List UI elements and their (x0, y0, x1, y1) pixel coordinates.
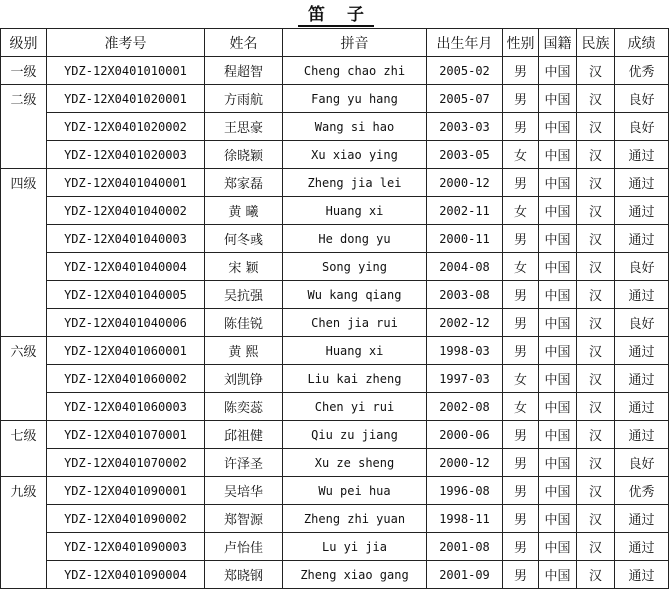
cell-gender: 男 (503, 505, 539, 533)
cell-name: 郑家磊 (205, 169, 283, 197)
cell-id: YDZ-12X0401090001 (47, 477, 205, 505)
cell-id: YDZ-12X0401060001 (47, 337, 205, 365)
cell-gender: 男 (503, 169, 539, 197)
cell-ethnic: 汉 (577, 449, 615, 477)
cell-grade: 通过 (615, 505, 669, 533)
cell-id: YDZ-12X0401070001 (47, 421, 205, 449)
table-row (1, 505, 669, 533)
cell-level (1, 281, 47, 309)
cell-ethnic: 汉 (577, 533, 615, 561)
cell-birth: 2001-08 (427, 533, 503, 561)
cell-gender: 男 (503, 337, 539, 365)
cell-level (1, 393, 47, 421)
cell-ethnic: 汉 (577, 505, 615, 533)
cell-pinyin: Liu kai zheng (283, 365, 427, 393)
cell-gender: 男 (503, 561, 539, 589)
table-row (1, 253, 669, 281)
cell-id: YDZ-12X0401090004 (47, 561, 205, 589)
cell-gender: 女 (503, 365, 539, 393)
cell-ethnic: 汉 (577, 309, 615, 337)
cell-id: YDZ-12X0401040001 (47, 169, 205, 197)
cell-birth: 2002-08 (427, 393, 503, 421)
header-ethnic: 民族 (577, 29, 615, 57)
cell-pinyin: Wu kang qiang (283, 281, 427, 309)
cell-name: 徐晓颖 (205, 141, 283, 169)
cell-level (1, 225, 47, 253)
cell-level (1, 533, 47, 561)
cell-nation: 中国 (539, 421, 577, 449)
cell-birth: 2002-11 (427, 197, 503, 225)
table-row (1, 421, 669, 449)
cell-level (1, 365, 47, 393)
header-name: 姓名 (205, 29, 283, 57)
cell-pinyin: Zheng jia lei (283, 169, 427, 197)
table-row (1, 477, 669, 505)
cell-gender: 男 (503, 477, 539, 505)
cell-gender: 男 (503, 421, 539, 449)
table-row (1, 561, 669, 589)
cell-birth: 2005-07 (427, 85, 503, 113)
cell-name: 卢怡佳 (205, 533, 283, 561)
cell-name: 黄 熙 (205, 337, 283, 365)
cell-nation: 中国 (539, 533, 577, 561)
cell-nation: 中国 (539, 225, 577, 253)
cell-birth: 2003-03 (427, 113, 503, 141)
table-row (1, 197, 669, 225)
cell-level (1, 197, 47, 225)
cell-grade: 通过 (615, 281, 669, 309)
header-id: 准考号 (47, 29, 205, 57)
cell-grade: 优秀 (615, 57, 669, 85)
cell-gender: 女 (503, 393, 539, 421)
cell-pinyin: Huang xi (283, 197, 427, 225)
cell-ethnic: 汉 (577, 421, 615, 449)
cell-id: YDZ-12X0401070002 (47, 449, 205, 477)
cell-gender: 男 (503, 225, 539, 253)
cell-birth: 1998-11 (427, 505, 503, 533)
cell-birth: 2004-08 (427, 253, 503, 281)
cell-grade: 通过 (615, 533, 669, 561)
cell-level (1, 505, 47, 533)
cell-gender: 男 (503, 85, 539, 113)
cell-level (1, 253, 47, 281)
table-row (1, 393, 669, 421)
cell-id: YDZ-12X0401060003 (47, 393, 205, 421)
cell-nation: 中国 (539, 281, 577, 309)
cell-id: YDZ-12X0401060002 (47, 365, 205, 393)
cell-gender: 男 (503, 309, 539, 337)
cell-nation: 中国 (539, 85, 577, 113)
cell-name: 程超智 (205, 57, 283, 85)
cell-ethnic: 汉 (577, 57, 615, 85)
cell-nation: 中国 (539, 561, 577, 589)
cell-ethnic: 汉 (577, 169, 615, 197)
cell-level (1, 141, 47, 169)
cell-ethnic: 汉 (577, 281, 615, 309)
header-row (1, 29, 669, 57)
cell-ethnic: 汉 (577, 365, 615, 393)
cell-level: 四级 (1, 169, 47, 197)
cell-pinyin: Chen yi rui (283, 393, 427, 421)
cell-nation: 中国 (539, 141, 577, 169)
cell-birth: 2000-11 (427, 225, 503, 253)
cell-id: YDZ-12X0401020003 (47, 141, 205, 169)
cell-grade: 通过 (615, 365, 669, 393)
cell-id: YDZ-12X0401040003 (47, 225, 205, 253)
cell-nation: 中国 (539, 253, 577, 281)
page-title (0, 0, 672, 28)
cell-name: 陈佳锐 (205, 309, 283, 337)
cell-id: YDZ-12X0401020001 (47, 85, 205, 113)
cell-id: YDZ-12X0401010001 (47, 57, 205, 85)
header-birth: 出生年月 (427, 29, 503, 57)
cell-nation: 中国 (539, 393, 577, 421)
cell-birth: 2001-09 (427, 561, 503, 589)
cell-name: 郑晓钢 (205, 561, 283, 589)
cell-id: YDZ-12X0401020002 (47, 113, 205, 141)
cell-level: 二级 (1, 85, 47, 113)
cell-nation: 中国 (539, 365, 577, 393)
cell-birth: 1997-03 (427, 365, 503, 393)
cell-pinyin: Qiu zu jiang (283, 421, 427, 449)
cell-pinyin: Zheng zhi yuan (283, 505, 427, 533)
cell-grade: 良好 (615, 253, 669, 281)
cell-grade: 通过 (615, 141, 669, 169)
cell-ethnic: 汉 (577, 337, 615, 365)
cell-nation: 中国 (539, 449, 577, 477)
table-row (1, 169, 669, 197)
cell-pinyin: Song ying (283, 253, 427, 281)
header-grade: 成绩 (615, 29, 669, 57)
cell-pinyin: Xu ze sheng (283, 449, 427, 477)
cell-nation: 中国 (539, 477, 577, 505)
cell-pinyin: Huang xi (283, 337, 427, 365)
cell-birth: 2002-12 (427, 309, 503, 337)
cell-name: 吴培华 (205, 477, 283, 505)
cell-level: 七级 (1, 421, 47, 449)
header-nation: 国籍 (539, 29, 577, 57)
cell-pinyin: He dong yu (283, 225, 427, 253)
cell-grade: 通过 (615, 197, 669, 225)
cell-name: 王思豪 (205, 113, 283, 141)
cell-gender: 男 (503, 113, 539, 141)
cell-birth: 1998-03 (427, 337, 503, 365)
cell-name: 方雨航 (205, 85, 283, 113)
table-row (1, 337, 669, 365)
table-row (1, 141, 669, 169)
cell-ethnic: 汉 (577, 393, 615, 421)
cell-grade: 优秀 (615, 477, 669, 505)
table-row (1, 365, 669, 393)
cell-grade: 通过 (615, 225, 669, 253)
cell-nation: 中国 (539, 197, 577, 225)
cell-level: 六级 (1, 337, 47, 365)
cell-name: 陈奕蕊 (205, 393, 283, 421)
cell-gender: 男 (503, 449, 539, 477)
cell-name: 何冬彧 (205, 225, 283, 253)
cell-nation: 中国 (539, 505, 577, 533)
cell-birth: 2003-05 (427, 141, 503, 169)
cell-ethnic: 汉 (577, 225, 615, 253)
cell-birth: 2003-08 (427, 281, 503, 309)
cell-gender: 男 (503, 533, 539, 561)
cell-birth: 2000-06 (427, 421, 503, 449)
title-text: 笛 子 (298, 5, 374, 27)
cell-grade: 通过 (615, 421, 669, 449)
cell-name: 邱祖健 (205, 421, 283, 449)
cell-birth: 2000-12 (427, 449, 503, 477)
cell-grade: 良好 (615, 309, 669, 337)
cell-ethnic: 汉 (577, 253, 615, 281)
cell-id: YDZ-12X0401090002 (47, 505, 205, 533)
cell-name: 宋 颖 (205, 253, 283, 281)
cell-name: 许泽圣 (205, 449, 283, 477)
cell-level (1, 309, 47, 337)
cell-id: YDZ-12X0401040006 (47, 309, 205, 337)
cell-level: 一级 (1, 57, 47, 85)
table-row (1, 281, 669, 309)
cell-birth: 1996-08 (427, 477, 503, 505)
cell-ethnic: 汉 (577, 561, 615, 589)
table-row (1, 309, 669, 337)
cell-pinyin: Cheng chao zhi (283, 57, 427, 85)
cell-nation: 中国 (539, 113, 577, 141)
cell-level: 九级 (1, 477, 47, 505)
cell-gender: 女 (503, 253, 539, 281)
cell-gender: 男 (503, 281, 539, 309)
table-row (1, 85, 669, 113)
cell-name: 刘凯铮 (205, 365, 283, 393)
cell-grade: 良好 (615, 449, 669, 477)
table-row (1, 225, 669, 253)
cell-pinyin: Fang yu hang (283, 85, 427, 113)
header-pinyin: 拼音 (283, 29, 427, 57)
cell-id: YDZ-12X0401040004 (47, 253, 205, 281)
cell-id: YDZ-12X0401090003 (47, 533, 205, 561)
cell-grade: 通过 (615, 337, 669, 365)
header-level: 级别 (1, 29, 47, 57)
table-row (1, 533, 669, 561)
cell-level (1, 113, 47, 141)
cell-ethnic: 汉 (577, 141, 615, 169)
table-row (1, 449, 669, 477)
cell-pinyin: Wu pei hua (283, 477, 427, 505)
cell-id: YDZ-12X0401040005 (47, 281, 205, 309)
cell-ethnic: 汉 (577, 197, 615, 225)
cell-grade: 通过 (615, 169, 669, 197)
cell-nation: 中国 (539, 337, 577, 365)
cell-ethnic: 汉 (577, 477, 615, 505)
cell-name: 黄 曦 (205, 197, 283, 225)
cell-pinyin: Wang si hao (283, 113, 427, 141)
cell-name: 郑智源 (205, 505, 283, 533)
cell-level (1, 561, 47, 589)
cell-nation: 中国 (539, 57, 577, 85)
cell-gender: 女 (503, 141, 539, 169)
cell-grade: 通过 (615, 561, 669, 589)
header-gender: 性别 (503, 29, 539, 57)
cell-birth: 2005-02 (427, 57, 503, 85)
cell-ethnic: 汉 (577, 113, 615, 141)
cell-grade: 良好 (615, 113, 669, 141)
table-row (1, 113, 669, 141)
cell-ethnic: 汉 (577, 85, 615, 113)
cell-nation: 中国 (539, 169, 577, 197)
cell-birth: 2000-12 (427, 169, 503, 197)
cell-pinyin: Chen jia rui (283, 309, 427, 337)
cell-name: 吴抗强 (205, 281, 283, 309)
cell-grade: 通过 (615, 393, 669, 421)
cell-gender: 女 (503, 197, 539, 225)
table-row (1, 57, 669, 85)
cell-id: YDZ-12X0401040002 (47, 197, 205, 225)
cell-level (1, 449, 47, 477)
cell-grade: 良好 (615, 85, 669, 113)
cell-nation: 中国 (539, 309, 577, 337)
cell-pinyin: Zheng xiao gang (283, 561, 427, 589)
cell-pinyin: Xu xiao ying (283, 141, 427, 169)
results-table (0, 28, 669, 589)
cell-gender: 男 (503, 57, 539, 85)
cell-pinyin: Lu yi jia (283, 533, 427, 561)
